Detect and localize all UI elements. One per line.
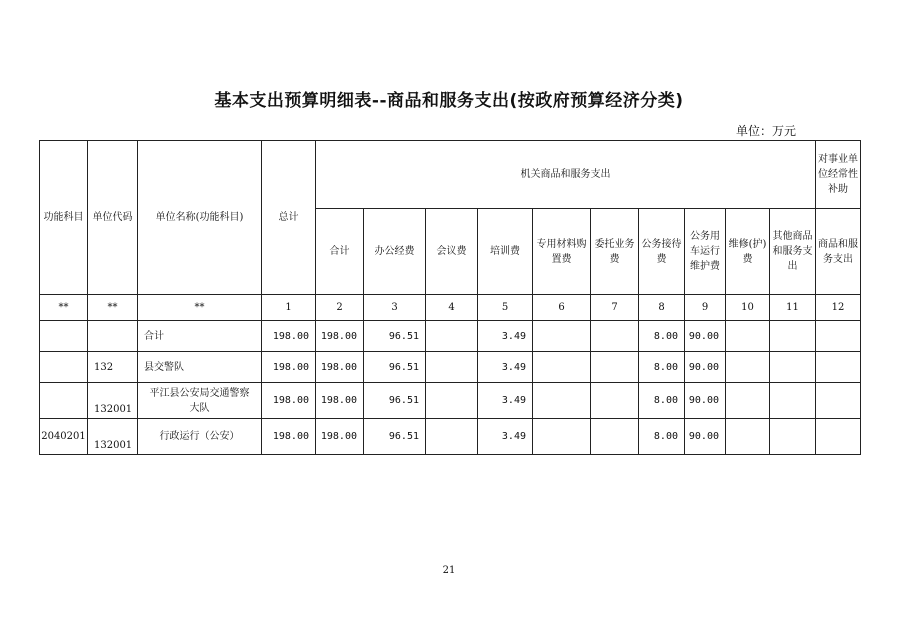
budget-table	[39, 140, 861, 455]
repair-cell	[726, 321, 770, 352]
header-row-1	[40, 141, 861, 209]
training-cell: 3.49	[478, 383, 533, 419]
func-cell	[40, 352, 88, 383]
header-materials-fee: 专用材料购置费	[533, 209, 591, 295]
header-reception-fee: 公务接待费	[639, 209, 685, 295]
meeting-cell	[426, 383, 478, 419]
training-cell: 3.49	[478, 352, 533, 383]
index-cell: 9	[685, 295, 726, 321]
name-cell: 平江县公安局交通警察大队	[138, 383, 262, 419]
subsidy-cell	[816, 321, 861, 352]
other-cell	[770, 321, 816, 352]
name-cell: 县交警队	[138, 352, 262, 383]
table-row	[40, 383, 861, 419]
index-cell: 8	[639, 295, 685, 321]
index-cell: **	[88, 295, 138, 321]
office-cell: 96.51	[364, 321, 426, 352]
reception-cell: 8.00	[639, 321, 685, 352]
index-cell: **	[138, 295, 262, 321]
vehicle-cell: 90.00	[685, 352, 726, 383]
reception-cell: 8.00	[639, 352, 685, 383]
func-cell: 2040201	[40, 419, 88, 455]
header-group-org: 机关商品和服务支出	[316, 141, 816, 209]
subsidy-cell	[816, 383, 861, 419]
subsidy-cell	[816, 352, 861, 383]
office-cell: 96.51	[364, 352, 426, 383]
index-cell: 11	[770, 295, 816, 321]
index-cell: 4	[426, 295, 478, 321]
total-cell: 198.00	[262, 352, 316, 383]
training-cell: 3.49	[478, 321, 533, 352]
index-cell: 7	[591, 295, 639, 321]
commission-cell	[591, 352, 639, 383]
sum-cell: 198.00	[316, 419, 364, 455]
code-cell: 132	[88, 352, 138, 383]
code-cell	[88, 321, 138, 352]
total-cell: 198.00	[262, 321, 316, 352]
header-commission-fee: 委托业务费	[591, 209, 639, 295]
repair-cell	[726, 419, 770, 455]
vehicle-cell: 90.00	[685, 383, 726, 419]
sum-cell: 198.00	[316, 352, 364, 383]
header-unit-code: 单位代码	[88, 141, 138, 295]
subsidy-cell	[816, 419, 861, 455]
reception-cell: 8.00	[639, 419, 685, 455]
other-cell	[770, 419, 816, 455]
materials-cell	[533, 352, 591, 383]
repair-cell	[726, 352, 770, 383]
header-total: 总计	[262, 141, 316, 295]
header-group-subsidy: 对事业单位经常性补助	[816, 141, 861, 209]
func-cell	[40, 321, 88, 352]
total-cell: 198.00	[262, 419, 316, 455]
header-subsidy-expense: 商品和服务支出	[816, 209, 861, 295]
name-cell: 合计	[138, 321, 262, 352]
page-number: 21	[442, 565, 456, 576]
header-office-expense: 办公经费	[364, 209, 426, 295]
reception-cell: 8.00	[639, 383, 685, 419]
index-row	[40, 295, 861, 321]
header-meeting-fee: 会议费	[426, 209, 478, 295]
other-cell	[770, 352, 816, 383]
table-row	[40, 321, 861, 352]
index-cell: 10	[726, 295, 770, 321]
index-cell: 2	[316, 295, 364, 321]
commission-cell	[591, 383, 639, 419]
training-cell: 3.49	[478, 419, 533, 455]
office-cell: 96.51	[364, 419, 426, 455]
func-cell	[40, 383, 88, 419]
code-cell: 132001	[88, 383, 138, 419]
header-vehicle-fee: 公务用车运行维护费	[685, 209, 726, 295]
meeting-cell	[426, 321, 478, 352]
index-cell: 12	[816, 295, 861, 321]
index-cell: **	[40, 295, 88, 321]
page-title: 基本支出预算明细表--商品和服务支出(按政府预算经济分类)	[214, 91, 684, 111]
header-other-expense: 其他商品和服务支出	[770, 209, 816, 295]
vehicle-cell: 90.00	[685, 419, 726, 455]
name-cell: 行政运行（公安）	[138, 419, 262, 455]
header-unit-name: 单位名称(功能科目)	[138, 141, 262, 295]
header-repair-fee: 维修(护)费	[726, 209, 770, 295]
index-cell: 3	[364, 295, 426, 321]
materials-cell	[533, 321, 591, 352]
sum-cell: 198.00	[316, 383, 364, 419]
commission-cell	[591, 321, 639, 352]
unit-label: 单位：万元	[736, 124, 797, 138]
commission-cell	[591, 419, 639, 455]
materials-cell	[533, 419, 591, 455]
index-cell: 5	[478, 295, 533, 321]
index-cell: 1	[262, 295, 316, 321]
sum-cell: 198.00	[316, 321, 364, 352]
meeting-cell	[426, 352, 478, 383]
index-cell: 6	[533, 295, 591, 321]
repair-cell	[726, 383, 770, 419]
other-cell	[770, 383, 816, 419]
meeting-cell	[426, 419, 478, 455]
table-row	[40, 352, 861, 383]
vehicle-cell: 90.00	[685, 321, 726, 352]
header-training-fee: 培训费	[478, 209, 533, 295]
header-func-subject: 功能科目	[40, 141, 88, 295]
code-cell: 132001	[88, 419, 138, 455]
materials-cell	[533, 383, 591, 419]
office-cell: 96.51	[364, 383, 426, 419]
total-cell: 198.00	[262, 383, 316, 419]
table-row	[40, 419, 861, 455]
header-sub-total: 合计	[316, 209, 364, 295]
